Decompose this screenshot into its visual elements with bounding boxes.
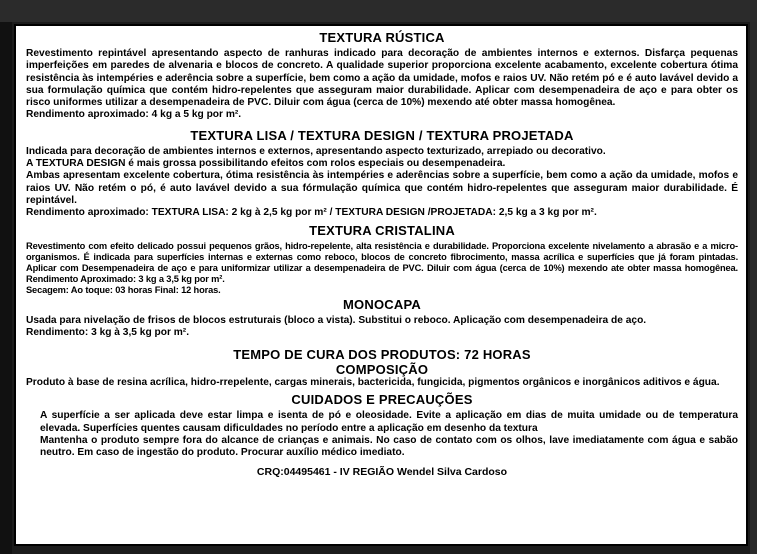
monocapa-title: MONOCAPA (343, 296, 421, 312)
left-edge (0, 22, 12, 554)
textura-lisa-rendimento: Rendimento aproximado: TEXTURA LISA: 2 kg à 2,5 kg por m² / TEXTURA DESIGN /PROJETADA: 2,5 kg a 3 kg por m². (26, 207, 597, 219)
textura-rustica-body: Revestimento repintável apresentando aspecto de ranhuras indicado para decoração de ambientes internos e externos. Disfarça pequenas imperfeições em paredes de alvenaria e blocos de concreto. A qualidade superior proporciona excelente acabamento, excelente cobertura ótima resistência às intempéries e aderência sobre a superfície, bem como a ação da umidade, mofos e raios UV. Não retém pó e é auto lavável devido a sua formulação química que contém hidro-repelentes que asseguram maior durabilidade. Aplicar com desempenadeira de aço e para obter os risco uniformes utilizar a desempenadeira de PVC. Diluir com água (cerca de 10%) mexendo até obter massa homogênea. (26, 48, 738, 109)
top-bar (0, 0, 757, 22)
textura-cristalina-title: TEXTURA CRISTALINA (309, 222, 455, 238)
textura-rustica-title: TEXTURA RÚSTICA (319, 30, 445, 45)
monocapa-body: Usada para nivelação de frisos de blocos estruturais (bloco a vista). Substitui o reboco. Aplicação com desempenadeira de aço. (26, 314, 647, 326)
cuidados-surface: A superfície a ser aplicada deve estar limpa e isenta de pó e oleosidade. Evite a aplicação em dias de muita umidade ou de temperatura elevada. Superfícies quentes causam dificuldades no período entre a aplicação em desenho da textura (40, 410, 738, 434)
monocapa-rendimento: Rendimento: 3 kg à 3,5 kg por m². (26, 326, 190, 338)
textura-lisa-title: TEXTURA LISA / TEXTURA DESIGN / TEXTURA PROJETADA (190, 127, 574, 143)
textura-rustica-rendimento: Rendimento aproximado: 4 kg a 5 kg por m². (26, 109, 242, 121)
textura-cristalina-secagem: Secagem: Ao toque: 03 horas Final: 12 horas. (26, 285, 221, 296)
cuidados-title: CUIDADOS E PRECAUÇÕES (291, 392, 473, 408)
cuidados-safety: Mantenha o produto sempre fora do alcance de crianças e animais. No caso de contato com os olhos, lave imediatamente com água e sabão neutro. Em caso de ingestão do produto. Procurar auxílio médico imediato. (40, 435, 738, 459)
composicao-title: COMPOSIÇÃO (335, 362, 429, 378)
crq-signature: CRQ:04495461 - IV REGIÃO Wendel Silva Cardoso (256, 465, 508, 478)
textura-cristalina-body: Revestimento com efeito delicado possui pequenos grãos, hidro-repelente, alta resistência e durabilidade. Proporciona excelente nivelamento a abrasão e a micro-organismos. É indicada para superfícies internas e externas como reboco, blocos de concreto fibrocimento, massa acrílica e superfícies que já foram pintadas. Aplicar com Desempenadeira de aço e para uniformizar utilizar a desempenadeira de PVC. Diluir com água (cerca de 10%) mexendo ate obter massa homogênea. Rendimento Aproximado: 3 kg a 3,5 kg por m². (26, 240, 738, 285)
textura-lisa-intro: Indicada para decoração de ambientes internos e externos, apresentando aspecto texturizado, arrepiado ou decorativo. (26, 145, 606, 157)
tempo-cura-title: TEMPO DE CURA DOS PRODUTOS: 72 HORAS (233, 347, 531, 363)
right-edge (750, 22, 757, 554)
textura-lisa-properties: Ambas apresentam excelente cobertura, ótima resistência às intempéries e aderências sobre a superfície, bem como a ação da umidade, mofos e raios UV. Não retém o pó, é auto lavável devido a sua fórmulação química que contém hidro-repelentes que asseguram maior durabilidade. É repintável. (26, 170, 738, 206)
product-label (14, 24, 748, 546)
composicao-body: Produto à base de resina acrílica, hidro-rrepelente, cargas minerais, bactericida, fungicida, pigmentos orgânicos e inorgânicos aditivos e água. (26, 377, 720, 389)
textura-design-note: A TEXTURA DESIGN é mais grossa possibilitando efeitos com rolos especiais ou desempenadeira. (26, 158, 506, 170)
